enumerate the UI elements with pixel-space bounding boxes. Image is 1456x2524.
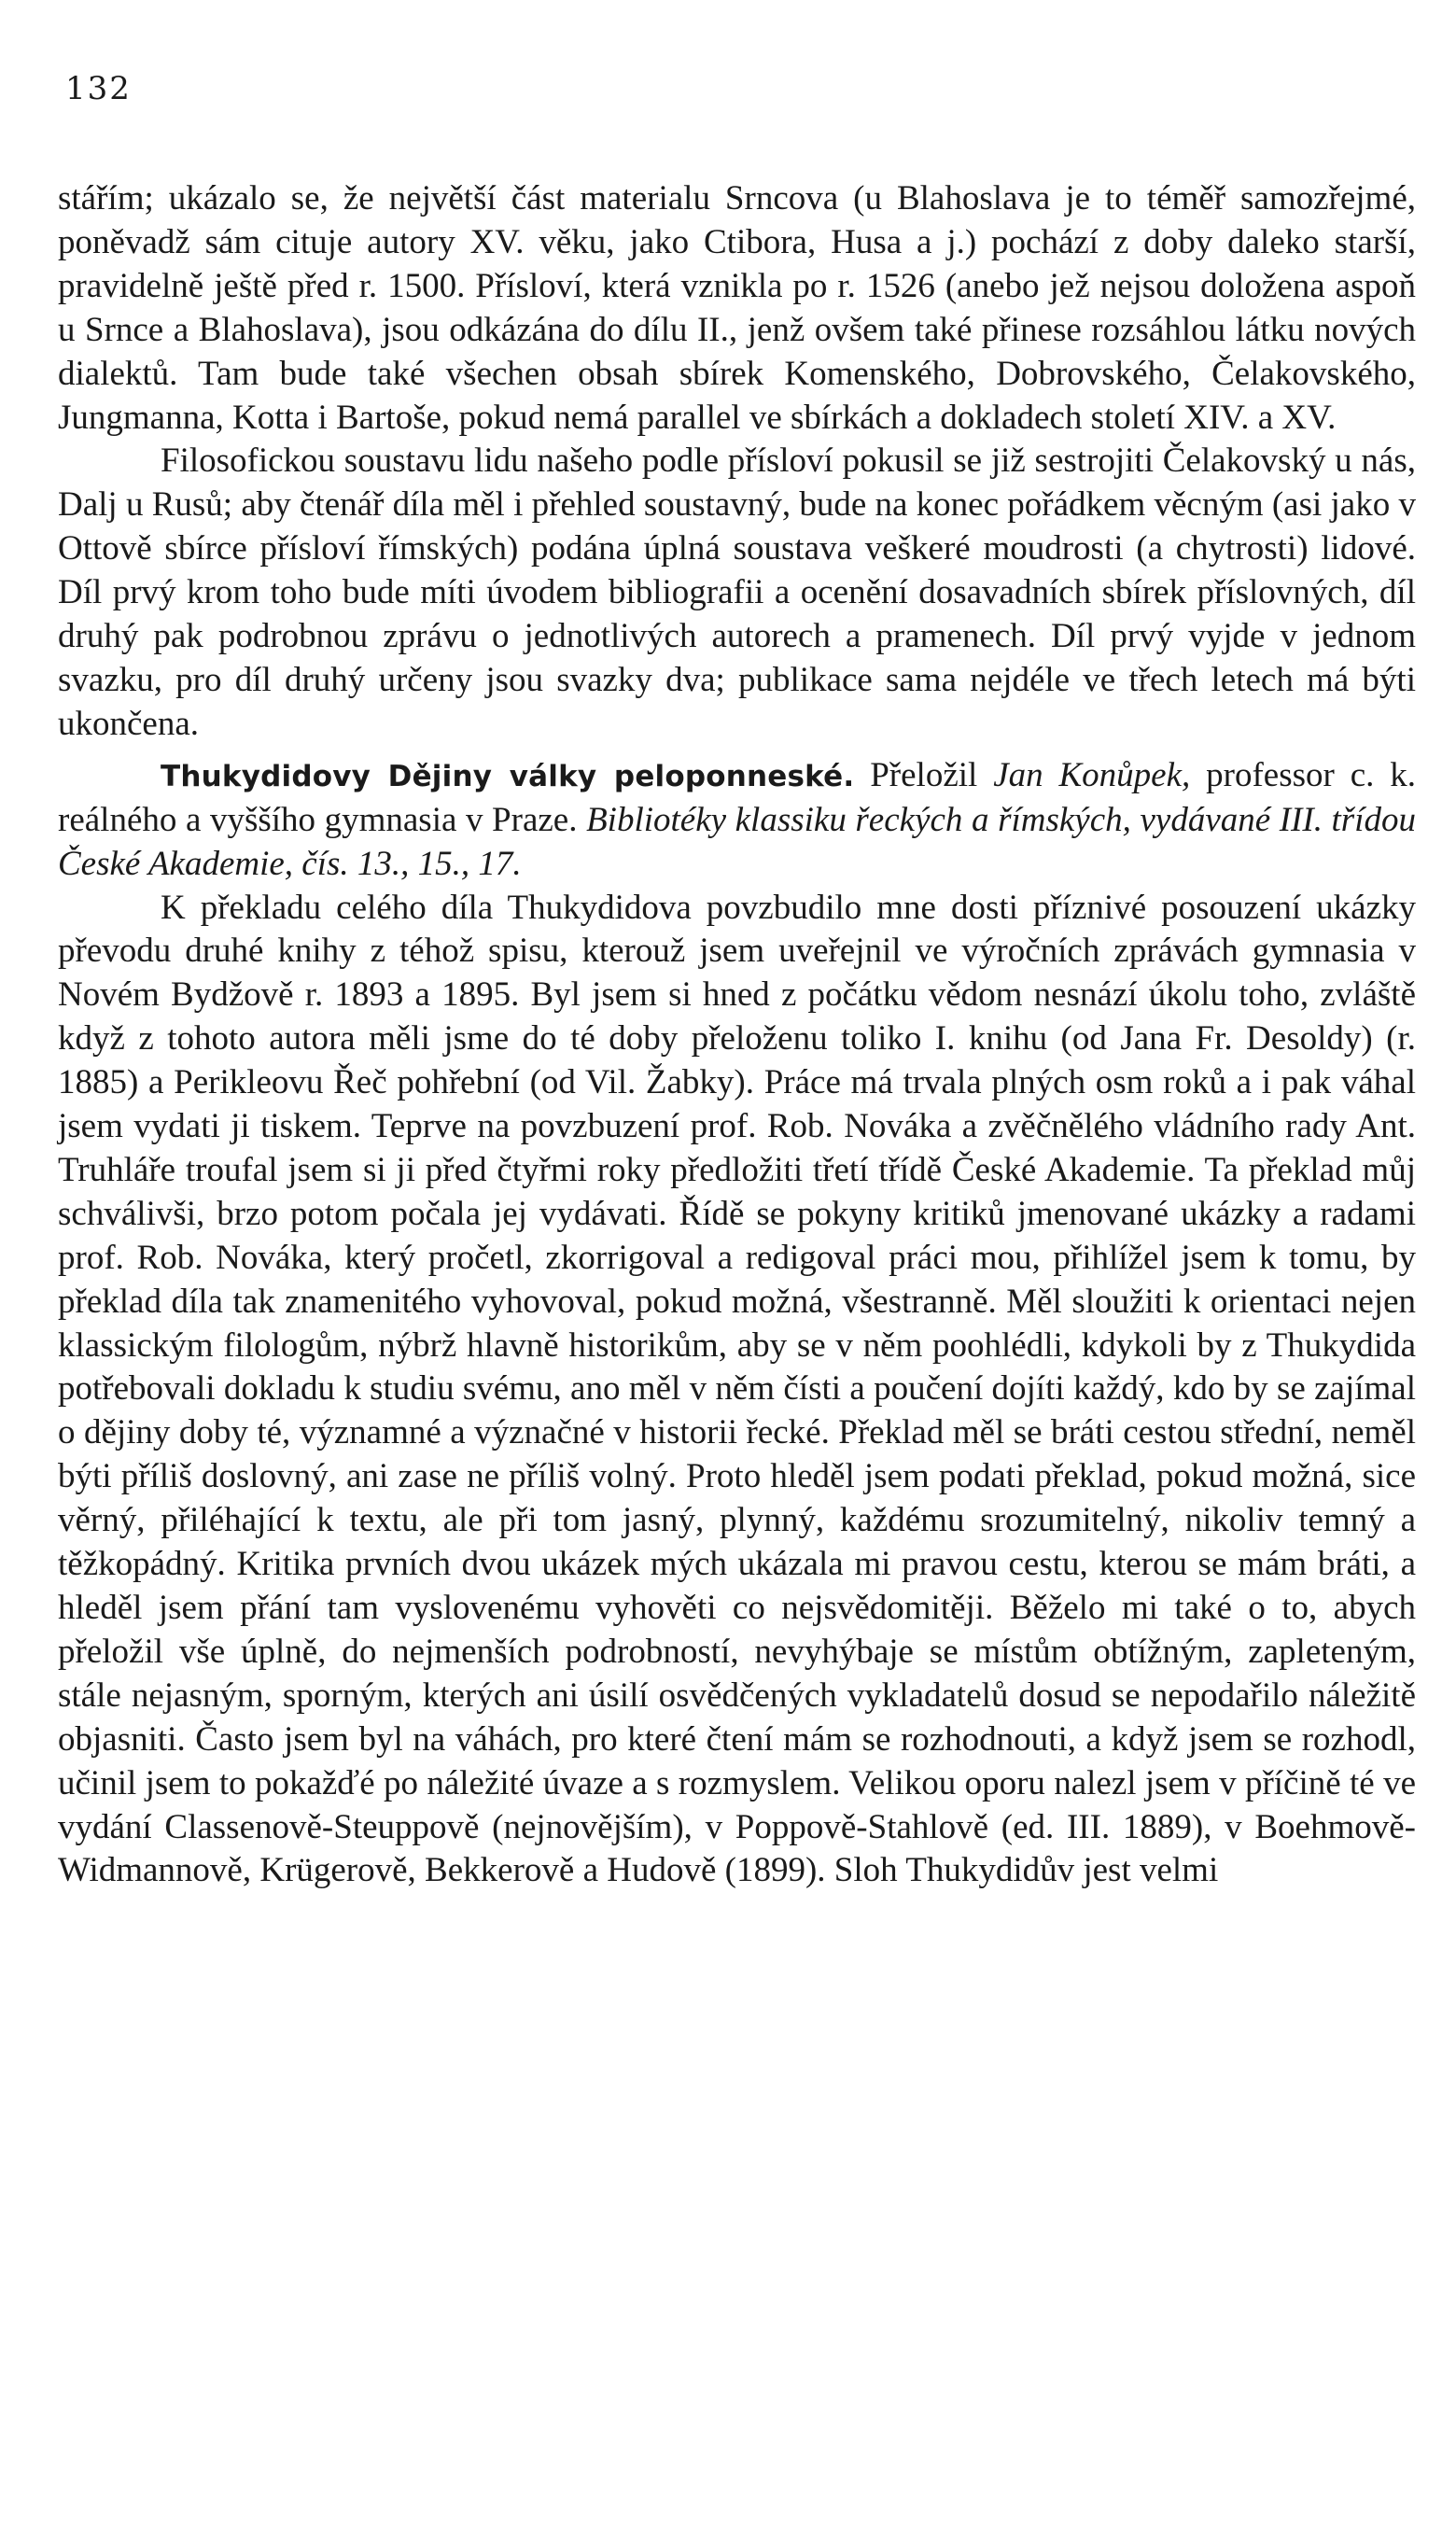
review-series: Bibliotéky klassiku řeckých a římských, vydávané III. třídou České Akademie, čís. 13., 15., 17. [58, 800, 1416, 883]
document-page [58, 70, 1417, 1893]
paragraph-2: Filosofickou soustavu lidu našeho podle přísloví pokusil se již sestrojiti Čelakovský u nás, Dalj u Rusů; aby čtenář díla měl i přehled soustavný, bude na konec pořádkem věcným (asi jako v Ottově sbírce přísloví římských) podána úplná soustava veškeré moudrosti (a chytrosti) lidové. Díl prvý krom toho bude míti úvodem bibliografii a ocenění dosavadních sbírek příslovných, díl druhý pak podrobnou zprávu o jednotlivých autorech a pramenech. Díl prvý vyjde v jednom svazku, pro díl druhý určeny jsou svazky dva; publikace sama nejdéle ve třech letech má býti ukončena. [58, 442, 1416, 743]
review-title: Thukydidovy Dějiny války peloponneské. [161, 759, 855, 793]
paragraph-1: stářím; ukázalo se, že největší část materialu Srncova (u Blahoslava je to téměř samozřejmé, poněvadž sám cituje autory XV. věku, jako Ctibora, Husa a j.) pochází z doby daleko starší, pravidelně ještě před r. 1500. Přísloví, která vznikla po r. 1526 (anebo jež nejsou doložena aspoň u Srnce a Blahoslava), jsou odkázána do dílu II., jenž ovšem také přinese rozsáhlou látku nových dialektů. Tam bude také všechen obsah sbírek Komenského, Dobrovského, Čelakovského, Jungmanna, Kotta i Bartoše, pokud nemá parallel ve sbírkách a dokladech století XIV. a XV. [58, 179, 1416, 437]
review-translator: Jan Konůpek, [993, 755, 1191, 794]
review-body-paragraph: K překladu celého díla Thukydidova povzbudilo mne dosti příznivé posouzení ukázky převodu druhé knihy z téhož spisu, kterouž jsem uveřejnil ve výročních zprávách gymnasia v Novém Bydžově r. 1893 a 1895. Byl jsem si hned z počátku vědom nesnází úkolu toho, zvláště když z tohoto autora měli jsme do té doby přeloženu toliko I. knihu (od Jana Fr. Desoldy) (r. 1885) a Perikleovu Řeč pohřební (od Vil. Žabky). Práce má trvala plných osm roků a i pak váhal jsem vydati ji tiskem. Teprve na povzbuzení prof. Rob. Nováka a zvěčnělého vládního rady Ant. Truhláře troufal jsem si ji před čtyřmi roky předložiti třetí třídě České Akademie. Ta překlad můj schválivši, brzo potom počala jej vydávati. Řídě se pokyny kritiků jmenované ukázky a radami prof. Rob. Nováka, který pročetl, zkorrigoval a redigoval práci mou, přihlížel jsem k tomu, by překlad díla tak znamenitého vyhovoval, pokud možná, všestranně. Měl sloužiti k orientaci nejen klassickým filologům, nýbrž hlavně historikům, aby se v něm poohlédli, kdykoli by z Thukydida potřebovali dokladu k studiu svému, ano měl v něm čísti a poučení dojíti každý, kdo by se zajímal o dějiny doby té, významné a význačné v historii řecké. Překlad měl se bráti cestou střední, neměl býti příliš doslovný, ani zase ne příliš volný. Proto hleděl jsem podati překlad, pokud možná, sice věrný, přiléhající k textu, ale při tom jasný, plynný, každému srozumitelný, nikoliv temný a těžkopádný. Kritika prvních dvou ukázek mých ukázala mi pravou cestu, kterou se mám bráti, a hleděl jsem přání tam vyslovenému vyhověti co nejsvědomitěji. Běželo mi také o to, abych přeložil vše úplně, do nejmenších podrobností, nevyhýbaje se místům obtížným, zapleteným, stále nejasným, sporným, kterých ani úsilí osvědčených vykladatelů dosud se nepodařilo náležitě objasniti. Často jsem byl na váhách, pro které čtení mám se rozhodnouti, a když jsem se rozhodl, učinil jsem to pokažďé po náležité úvaze a s rozmyslem. Velikou oporu nalezl jsem v příčině té ve vydání Classenově-Steuppově (nejnovějším), v Poppově-Stahlově (ed. III. 1889), v Boehmově-Widmannově, Krügerově, Bekkerově a Hudově (1899). Sloh Thukydidův jest velmi [58, 888, 1416, 1890]
page-number: 132 [65, 70, 132, 107]
review-heading [58, 754, 1416, 887]
review-translated-by: Přeložil [870, 755, 978, 794]
review-translator-position: professor c. k. reálného a vyššího gymnasia v Praze. [58, 755, 1417, 839]
article-text [58, 177, 1416, 1893]
